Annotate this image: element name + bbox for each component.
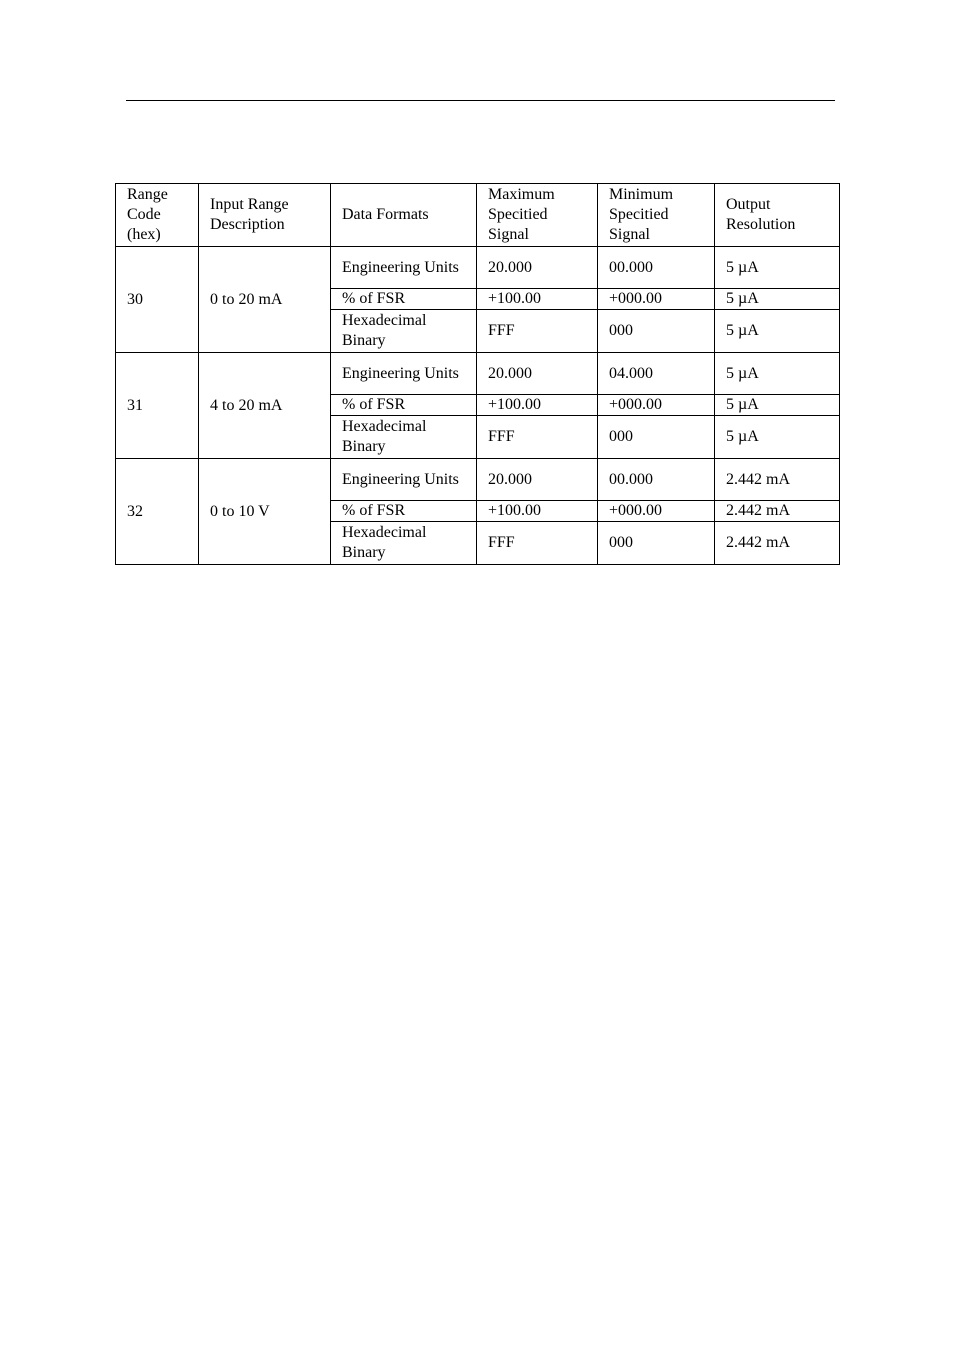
min-signal-cell: 000 <box>598 416 715 459</box>
data-format-cell: Hexadecimal Binary <box>331 416 477 459</box>
resolution-cell: 2.442 mA <box>715 501 840 522</box>
table-row <box>116 247 840 289</box>
data-format-cell: Engineering Units <box>331 353 477 395</box>
header-max-signal: Maximum Specitied Signal <box>477 184 598 247</box>
max-signal-cell: +100.00 <box>477 501 598 522</box>
min-signal-cell: +000.00 <box>598 501 715 522</box>
resolution-cell: 5 µA <box>715 310 840 353</box>
resolution-cell: 2.442 mA <box>715 459 840 501</box>
data-format-cell: Engineering Units <box>331 247 477 289</box>
min-signal-cell: +000.00 <box>598 289 715 310</box>
header-rule <box>126 100 835 101</box>
table-header-row <box>116 184 840 247</box>
input-range-cell: 0 to 20 mA <box>199 247 331 353</box>
table-row <box>116 459 840 501</box>
resolution-cell: 5 µA <box>715 416 840 459</box>
range-code-cell: 32 <box>116 459 199 565</box>
resolution-cell: 5 µA <box>715 289 840 310</box>
data-format-cell: Hexadecimal Binary <box>331 522 477 565</box>
range-code-cell: 30 <box>116 247 199 353</box>
min-signal-cell: +000.00 <box>598 395 715 416</box>
resolution-cell: 5 µA <box>715 247 840 289</box>
header-range-code: Range Code (hex) <box>116 184 199 247</box>
max-signal-cell: FFF <box>477 416 598 459</box>
max-signal-cell: +100.00 <box>477 395 598 416</box>
min-signal-cell: 000 <box>598 310 715 353</box>
resolution-cell: 2.442 mA <box>715 522 840 565</box>
max-signal-cell: 20.000 <box>477 353 598 395</box>
input-range-cell: 4 to 20 mA <box>199 353 331 459</box>
header-min-signal: Minimum Specitied Signal <box>598 184 715 247</box>
range-code-cell: 31 <box>116 353 199 459</box>
data-format-cell: Engineering Units <box>331 459 477 501</box>
max-signal-cell: 20.000 <box>477 459 598 501</box>
data-format-cell: % of FSR <box>331 395 477 416</box>
data-format-cell: % of FSR <box>331 289 477 310</box>
table-row <box>116 353 840 395</box>
resolution-cell: 5 µA <box>715 353 840 395</box>
input-range-cell: 0 to 10 V <box>199 459 331 565</box>
header-output-resolution: Output Resolution <box>715 184 840 247</box>
max-signal-cell: +100.00 <box>477 289 598 310</box>
min-signal-cell: 000 <box>598 522 715 565</box>
min-signal-cell: 00.000 <box>598 247 715 289</box>
max-signal-cell: FFF <box>477 310 598 353</box>
header-input-range: Input Range Description <box>199 184 331 247</box>
max-signal-cell: FFF <box>477 522 598 565</box>
max-signal-cell: 20.000 <box>477 247 598 289</box>
data-format-cell: % of FSR <box>331 501 477 522</box>
min-signal-cell: 00.000 <box>598 459 715 501</box>
header-data-formats: Data Formats <box>331 184 477 247</box>
min-signal-cell: 04.000 <box>598 353 715 395</box>
resolution-cell: 5 µA <box>715 395 840 416</box>
range-code-table <box>115 183 840 565</box>
data-format-cell: Hexadecimal Binary <box>331 310 477 353</box>
